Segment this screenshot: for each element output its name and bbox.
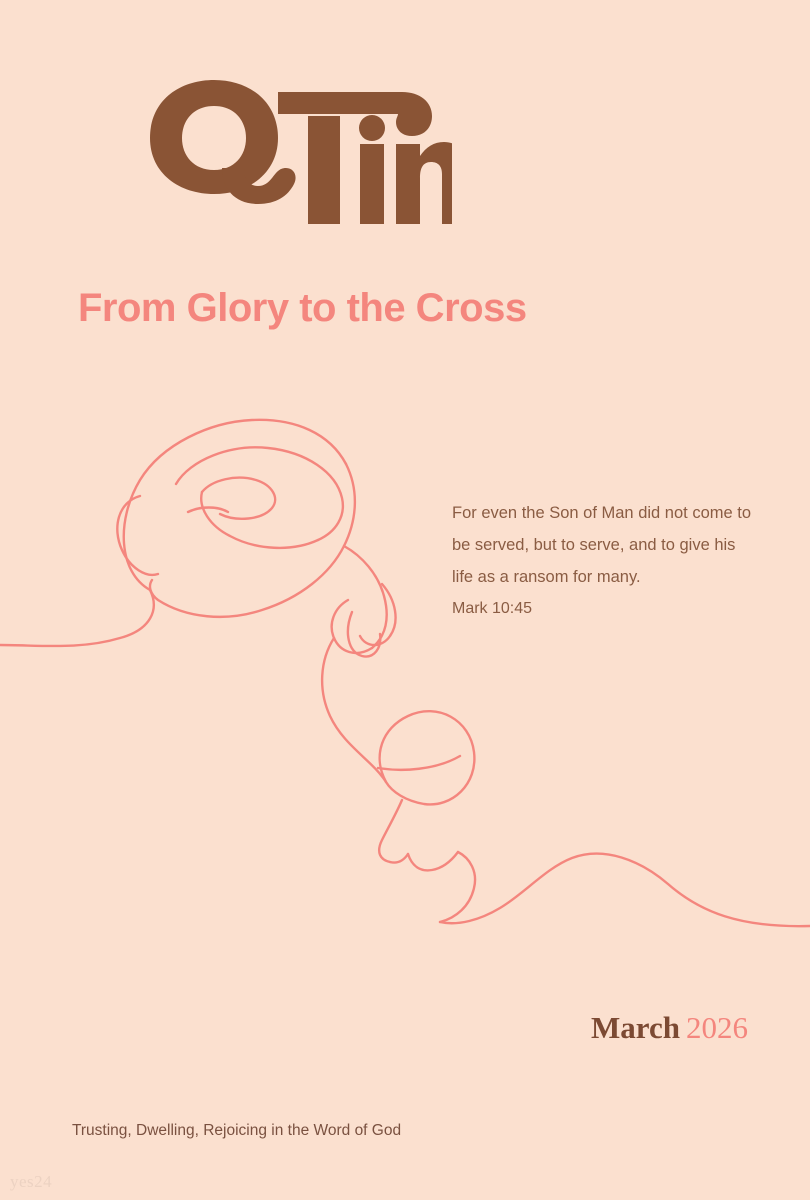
verse-reference: Mark 10:45 [452,599,533,617]
issue-date [591,1010,748,1046]
poster-title: From Glory to the Cross [78,286,527,330]
qtin-logo [72,72,452,232]
tagline: Trusting, Dwelling, Rejoicing in the Word of God [72,1122,402,1139]
verse-text: For even the Son of Man did not come to be served, but to serve, and to give his life as a ransom for many. [452,504,752,587]
watermark: yes24 [10,1172,53,1191]
verse-block [452,497,752,618]
issue-year: 2026 [686,1010,748,1045]
line-art-illustration [0,360,810,980]
issue-month: March [591,1010,680,1045]
